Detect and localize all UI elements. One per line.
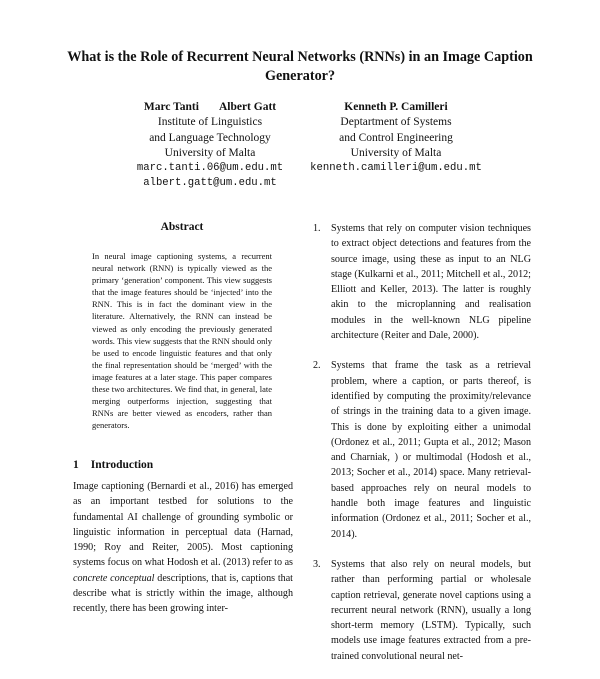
- list-item-text: Systems that rely on computer vision techniques to extract object detections and features from the source image, using these as input to an NLG stage (Kulkarni et al., 2011; Mitchell et al., 2012; Elliott and Keller, 2013). The latter is roughly akin to the microplanning and realisation modules in the well-known NLG pipeline architecture (Reiter and Dale, 2000).: [331, 223, 531, 342]
- author-names-left: [100, 100, 320, 115]
- email-tanti: marc.tanti.06@um.edu.mt: [136, 162, 284, 175]
- list-item: [313, 358, 531, 542]
- authors-left-block: [100, 100, 320, 192]
- affiliation-line: and Control Engineering: [339, 131, 453, 144]
- affiliation-line: and Language Technology: [149, 131, 271, 144]
- author-name-camilleri: Kenneth P. Camilleri: [344, 101, 448, 113]
- author-name-gatt: Albert Gatt: [218, 101, 277, 113]
- list-item: [313, 221, 531, 343]
- affiliation-line: University of Malta: [350, 146, 442, 159]
- author-name-tanti: Marc Tanti: [143, 101, 199, 113]
- list-item-text: Systems that also rely on neural models, but rather than performing partial or wholesale caption retrieval, generate novel captions using a recurrent neural network (RNN), usually a long short-term memory (LSTM). Typically, such models use image features extracted from a pre-trained convolutional neural net-: [331, 558, 531, 662]
- section-number: 1: [73, 459, 79, 471]
- system-types-list: [313, 221, 531, 679]
- email-camilleri: kenneth.camilleri@um.edu.mt: [310, 162, 482, 175]
- abstract-heading: Abstract: [160, 221, 204, 233]
- section-heading-introduction: [73, 459, 153, 471]
- list-item-number: 1.: [313, 223, 321, 234]
- list-item-number: 3.: [313, 558, 321, 570]
- affiliation-line: Deptartment of Systems: [340, 116, 452, 129]
- paper-title: What is the Role of Recurrent Neural Networks (RNNs) in an Image Caption Generator?: [67, 49, 533, 84]
- list-item-number: 2.: [313, 360, 321, 372]
- affiliation-line: University of Malta: [164, 146, 256, 159]
- section-title: Introduction: [90, 459, 154, 471]
- authors-right-block: [296, 100, 496, 176]
- introduction-text: [73, 479, 293, 617]
- list-item: [313, 557, 531, 664]
- list-item-text: Systems that frame the task as a retrieval problem, where a caption, or parts thereof, is identified by computing the proximity/relevance of strings in the training data to a given image. This is done by exploiting either a unimodal (Ordonez et al., 2011; Gupta et al., 2012; Mason and Charniak, ) or multimodal (Hodosh et al., 2013; Socher et al., 2014) space. Many retrieval-based approaches rely on neural models to handle both image features and linguistic information (Ordonez et al., 2011; Socher et al., 2014).: [331, 360, 531, 540]
- intro-emphasis: concrete conceptual: [73, 572, 155, 584]
- email-gatt: albert.gatt@um.edu.mt: [143, 177, 277, 190]
- intro-text-part: descriptions, that is, captions that describe what is strictly within the image, although recently, there has been growing inter-: [73, 572, 293, 615]
- affiliation-line: Institute of Linguistics: [157, 116, 263, 129]
- intro-text-part: Image captioning (Bernardi et al., 2016) has emerged as an important testbed for solutions to the fundamental AI challenge of grounding symbolic or linguistic information in perceptual data (Harnad, 1990; Roy and Reiter, 2005). Most captioning systems focus on what Hodosh et al. (2013) refer to as: [73, 481, 293, 569]
- abstract-text: In neural image captioning systems, a recurrent neural network (RNN) is typically viewed as the primary ‘generation’ component. This view suggests that the image features should be ‘injected’ into the RNN. This is in fact the dominant view in the literature. Alternatively, the RNN can instead be viewed as only encoding the previously generated words. This view suggests that the RNN should only be used to encode linguistic features and that only the final representation should be ‘merged’ with the image features at a later stage. This paper compares these two architectures. We find that, in general, late merging outperforms injection, suggesting that RNNs are better viewed as encoders, rather than generators.: [92, 251, 272, 431]
